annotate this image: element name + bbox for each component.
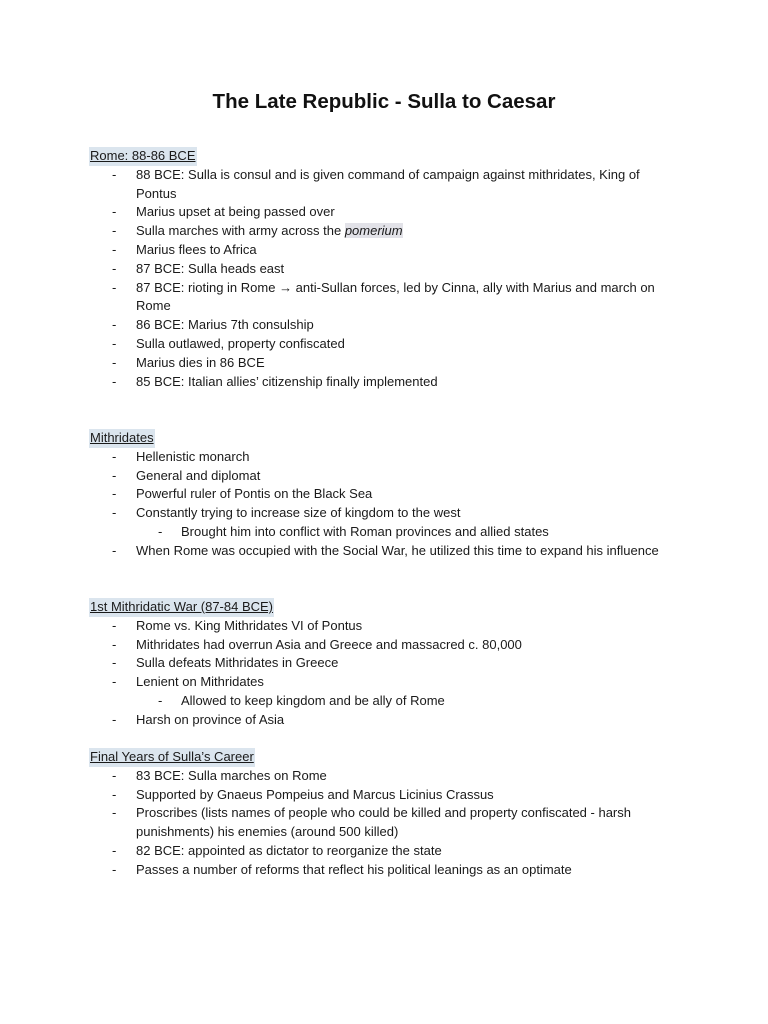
list-item: - Marius upset at being passed over bbox=[90, 203, 676, 222]
list-item: - Lenient on Mithridates bbox=[90, 673, 676, 692]
list-item: - Sulla defeats Mithridates in Greece bbox=[90, 654, 676, 673]
list-item: - Passes a number of reforms that reflect his political leanings as an optimate bbox=[90, 861, 676, 880]
bullet-dash: - bbox=[112, 373, 117, 389]
bullet-dash: - bbox=[112, 805, 117, 821]
list-item: - Marius dies in 86 BCE bbox=[90, 354, 676, 373]
list-item: - 88 BCE: Sulla is consul and is given command of campaign against mithridates, King of Pontus bbox=[112, 166, 640, 201]
list-item: - General and diplomat bbox=[90, 467, 676, 486]
bullet-dash: - bbox=[112, 260, 117, 276]
section-rome bbox=[90, 147, 690, 391]
bullet-list bbox=[90, 166, 690, 392]
bullet-dash: - bbox=[112, 767, 117, 783]
bullet-dash: - bbox=[112, 542, 117, 558]
page-title: The Late Republic - Sulla to Caesar bbox=[212, 90, 556, 113]
bullet-dash: - bbox=[112, 505, 117, 521]
bullet-list bbox=[90, 767, 690, 880]
list-item: - Hellenistic monarch bbox=[90, 448, 676, 467]
list-item: - Sulla outlawed, property confiscated bbox=[90, 335, 676, 354]
list-item: - Proscribes (lists names of people who could be killed and property confiscated - harsh punishments) his enemies (around 500 killed) bbox=[112, 805, 631, 840]
bullet-dash: - bbox=[112, 486, 117, 502]
list-item: - Sulla marches with army across the pomerium bbox=[90, 222, 676, 241]
bullet-dash: - bbox=[112, 861, 117, 877]
sub-list-item: - Brought him into conflict with Roman provinces and allied states bbox=[90, 523, 721, 542]
bullet-dash: - bbox=[112, 842, 117, 858]
list-item: - 83 BCE: Sulla marches on Rome bbox=[90, 767, 676, 786]
list-item: - Rome vs. King Mithridates VI of Pontus bbox=[90, 617, 676, 636]
bullet-dash: - bbox=[112, 223, 117, 239]
bullet-dash: - bbox=[112, 335, 117, 351]
list-item: - Constantly trying to increase size of kingdom to the west bbox=[90, 504, 676, 523]
bullet-dash: - bbox=[112, 354, 117, 370]
bullet-dash: - bbox=[112, 467, 117, 483]
bullet-list bbox=[90, 448, 690, 561]
bullet-dash: - bbox=[158, 692, 163, 708]
bullet-dash: - bbox=[112, 448, 117, 464]
bullet-dash: - bbox=[112, 617, 117, 633]
section-heading: Mithridates bbox=[89, 429, 155, 448]
section-heading: Final Years of Sulla’s Career bbox=[89, 748, 255, 767]
bullet-dash: - bbox=[112, 241, 117, 257]
bullet-dash: - bbox=[158, 523, 163, 539]
section-heading: Rome: 88-86 BCE bbox=[89, 147, 197, 166]
list-item: - Powerful ruler of Pontis on the Black Sea bbox=[90, 485, 676, 504]
bullet-dash: - bbox=[112, 655, 117, 671]
list-item: - Supported by Gnaeus Pompeius and Marcus Licinius Crassus bbox=[90, 786, 676, 805]
section-final-years bbox=[90, 748, 690, 880]
list-item: - When Rome was occupied with the Social War, he utilized this time to expand his influence bbox=[90, 542, 676, 561]
list-item: - 87 BCE: Sulla heads east bbox=[90, 260, 676, 279]
bullet-list bbox=[90, 617, 690, 730]
bullet-dash: - bbox=[112, 204, 117, 220]
list-item: - 82 BCE: appointed as dictator to reorganize the state bbox=[90, 842, 676, 861]
bullet-dash: - bbox=[112, 786, 117, 802]
sub-list-item: - Allowed to keep kingdom and be ally of Rome bbox=[90, 692, 721, 711]
bullet-dash: - bbox=[112, 674, 117, 690]
highlighted-term: pomerium bbox=[344, 223, 403, 239]
section-mithridates bbox=[90, 429, 690, 561]
section-heading: 1st Mithridatic War (87-84 BCE) bbox=[89, 598, 274, 617]
bullet-dash: - bbox=[112, 317, 117, 333]
bullet-dash: - bbox=[112, 636, 117, 652]
list-item: - 86 BCE: Marius 7th consulship bbox=[90, 316, 676, 335]
list-item: - 85 BCE: Italian allies’ citizenship finally implemented bbox=[90, 373, 676, 392]
list-item: - Marius flees to Africa bbox=[90, 241, 676, 260]
bullet-dash: - bbox=[112, 279, 117, 295]
list-item: - Harsh on province of Asia bbox=[90, 711, 676, 730]
list-item: - 87 BCE: rioting in Rome → anti-Sullan forces, led by Cinna, ally with Marius and march on Rome bbox=[112, 279, 655, 314]
section-first-mithridatic-war bbox=[90, 598, 690, 730]
list-item: - Mithridates had overrun Asia and Greece and massacred c. 80,000 bbox=[90, 636, 676, 655]
bullet-dash: - bbox=[112, 166, 117, 182]
bullet-dash: - bbox=[112, 711, 117, 727]
